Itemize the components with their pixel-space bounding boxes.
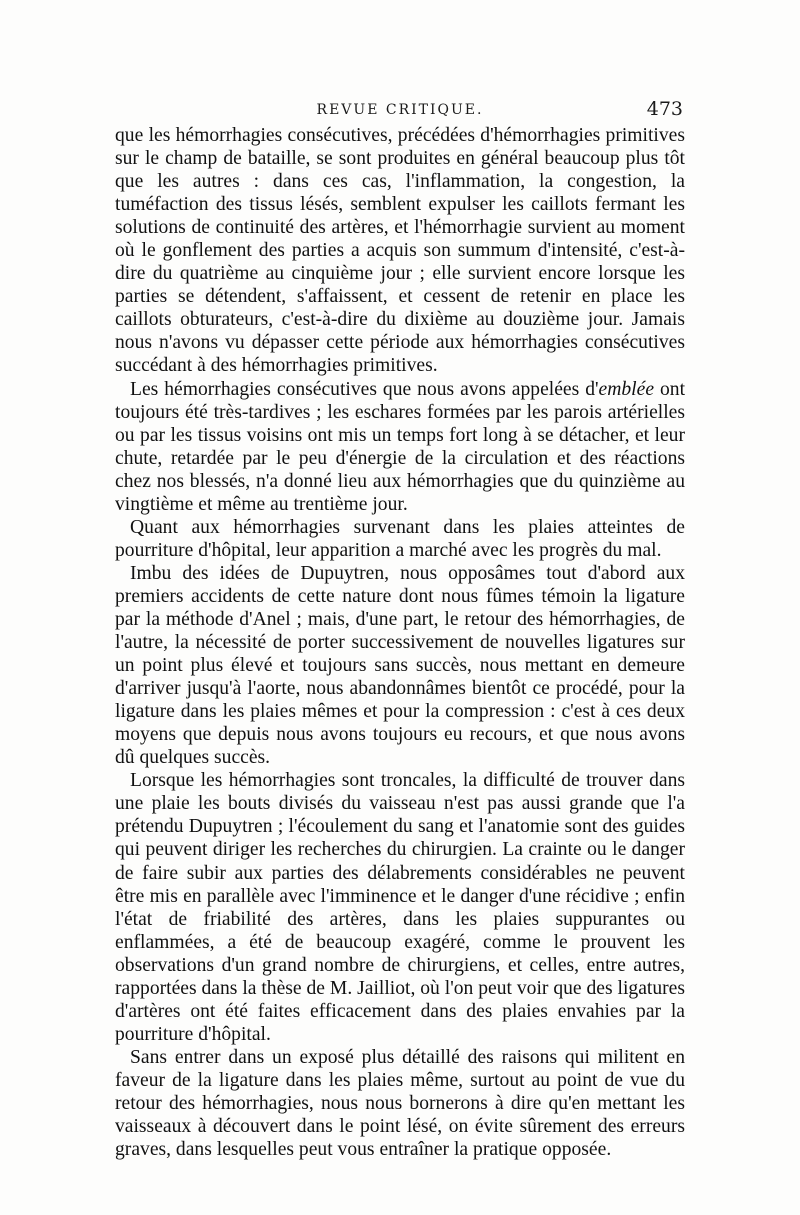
page-header	[115, 96, 685, 122]
paragraph-2-rest: ont toujours été très-tardives ; les eschares formées par les parois artérielles ou par les tissus voisins ont mis un temps fort long à se détacher, et leur chute, retardée par le peu d'énergie de la circulation et des réactions chez nos blessés, n'a donné lieu aux hémorrhagies que du quinzième au vingtième et même au trentième jour.	[115, 378, 686, 515]
body-text	[115, 124, 685, 1161]
paragraph-1: que les hémorrhagies consécutives, précédées d'hémorrhagies primitives sur le champ de bataille, se sont produites en général beaucoup plus tôt que les autres : dans ces cas, l'inflammation, la congestion, la tuméfaction des tissus lésés, semblent expulser les caillots fermant les solutions de continuité des artères, et l'hémorrhagie survient au moment où le gonflement des parties a acquis son summum d'intensité, c'est-à-dire du quatrième au cinquième jour ; elle survient encore lorsque les parties se détendent, s'affaissent, et cessent de retenir en place les caillots obturateurs, c'est-à-dire du dixième au douzième jour. Jamais nous n'avons vu dépasser cette période aux hémorrhagies consécutives succédant à des hémorrhagies primitives.	[115, 125, 685, 377]
italic-word-emblee: emblée	[598, 378, 655, 400]
paragraph-2-lead: Les hémorrhagies consécutives que nous avons appelées d'	[130, 378, 599, 400]
page-number: 473	[646, 98, 683, 120]
paragraph-2	[115, 378, 685, 516]
paragraph-4: Imbu des idées de Dupuytren, nous opposâmes tout d'abord aux premiers accidents de cette nature dont nous fûmes témoin la ligature par la méthode d'Anel ; mais, d'une part, le retour des hémorrhagies, de l'autre, la nécessité de porter successivement de nouvelles ligatures sur un point plus élevé et toujours sans succès, nous mettant en demeure d'arriver jusqu'à l'aorte, nous abandonnâmes bientôt ce procédé, pour la ligature dans les plaies mêmes et pour la compression : c'est à ces deux moyens que depuis nous avons toujours eu recours, et que nous avons dû quelques succès.	[115, 562, 685, 769]
paragraph-5: Lorsque les hémorrhagies sont troncales, la difficulté de trouver dans une plaie les bouts divisés du vaisseau n'est pas aussi grande que l'a prétendu Dupuytren ; l'écoulement du sang et l'anatomie sont des guides qui peuvent diriger les recherches du chirurgien. La crainte ou le danger de faire subir aux parties des délabrements considérables ne peuvent être mis en parallèle avec l'imminence et le danger d'une récidive ; enfin l'état de friabilité des artères, dans les plaies suppurantes ou enflammées, a été de beaucoup exagéré, comme le prouvent les observations d'un grand nombre de chirurgiens, et celles, entre autres, rapportées dans la thèse de M. Jailliot, où l'on peut voir que des ligatures d'artères ont été faites efficacement dans des plaies envahies par la pourriture d'hôpital.	[115, 770, 685, 1045]
paragraph-6: Sans entrer dans un exposé plus détaillé des raisons qui militent en faveur de la ligature dans les plaies même, surtout au point de vue du retour des hémorrhagies, nous nous bornerons à dire qu'en mettant les vaisseaux à découvert dans le point lésé, on évite sûrement des erreurs graves, dans lesquelles peut vous entraîner la pratique opposée.	[115, 1046, 685, 1161]
paragraph-3: Quant aux hémorrhagies survenant dans les plaies atteintes de pourriture d'hôpital, leur apparition a marché avec les progrès du mal.	[115, 516, 685, 561]
running-title: REVUE CRITIQUE.	[316, 102, 484, 118]
